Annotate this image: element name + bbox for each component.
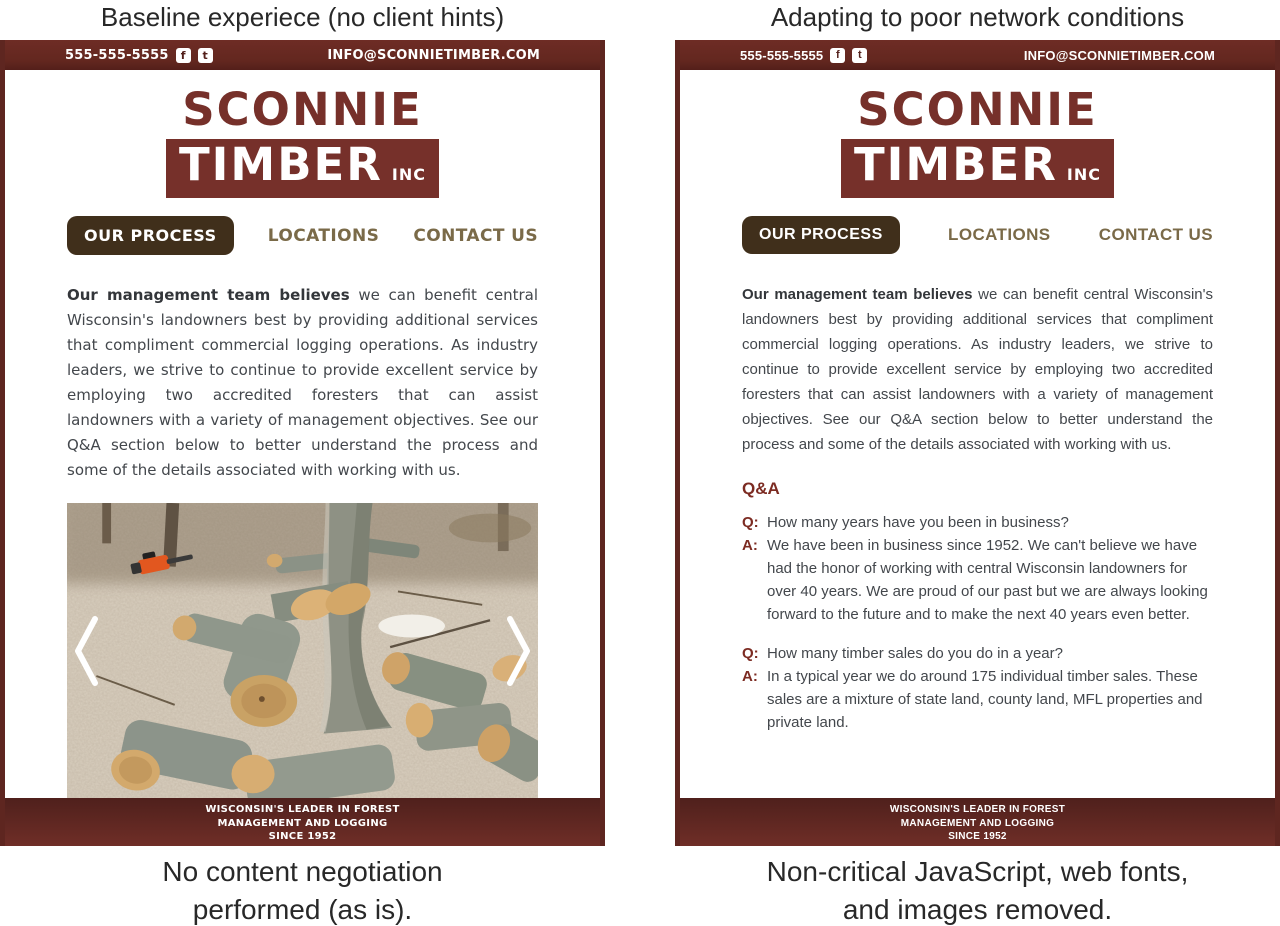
- answer-text: We have been in business since 1952. We can't believe we have had the honor of working with central Wisconsin landowners for over 40 years. We are proud of our past but we are always looking forward to the future and to make the next 40 years even better.: [767, 537, 1208, 623]
- qa-item: [742, 511, 1213, 626]
- left-figure-caption: [0, 853, 605, 926]
- caption-line: Non-critical JavaScript, web fonts,: [766, 856, 1189, 887]
- site-logo: [680, 84, 1275, 198]
- logo-wordmark-box: [166, 139, 439, 198]
- caption-line: performed (as is).: [192, 894, 413, 925]
- question-text: How many years have you been in business?: [767, 514, 1069, 531]
- twitter-icon[interactable]: t: [852, 48, 867, 63]
- left-figure-title: Baseline experiece (no client hints): [100, 2, 505, 32]
- question-row: [742, 642, 1213, 665]
- qa-heading: Q&A: [742, 479, 780, 498]
- logo-wordmark-top: SCONNIE: [182, 83, 423, 136]
- caption-line: No content negotiation: [162, 856, 443, 887]
- nav-our-process[interactable]: OUR PROCESS: [67, 216, 234, 255]
- question-row: [742, 511, 1213, 534]
- logo-wordmark-bottom: TIMBER: [853, 138, 1058, 191]
- footer-line: SINCE 1952: [268, 831, 337, 842]
- site-footer: [680, 798, 1275, 846]
- site-topbar: [5, 40, 600, 70]
- answer-text: In a typical year we do around 175 individual timber sales. These sales are a mixture of state land, county land, MFL properties and private land.: [767, 668, 1203, 731]
- answer-row: [742, 665, 1213, 734]
- footer-line: MANAGEMENT AND LOGGING: [900, 817, 1055, 829]
- site-footer: [5, 798, 600, 846]
- right-screenshot-panel: [675, 40, 1280, 846]
- intro-lead: Our management team believes: [742, 286, 973, 303]
- question-label: Q:: [742, 514, 759, 531]
- intro-body: we can benefit central Wisconsin's landowners best by providing additional services that compliment commercial logging operations. As industry leaders, we strive to continue to provide excellent service by employing two accredited foresters that can assist landowners with a variety of management objectives. See our Q&A section below to better understand the process and some of the details associated with working with us.: [67, 286, 538, 479]
- logo-wordmark-box: [841, 139, 1114, 198]
- answer-row: [742, 534, 1213, 626]
- nav-locations[interactable]: LOCATIONS: [267, 225, 380, 246]
- carousel-next-button[interactable]: [506, 613, 532, 689]
- nav-contact-us[interactable]: CONTACT US: [413, 225, 538, 246]
- main-nav: [67, 216, 538, 255]
- nav-our-process[interactable]: OUR PROCESS: [742, 216, 900, 254]
- email-link[interactable]: INFO@SCONNIETIMBER.COM: [327, 47, 540, 63]
- main-nav: [742, 216, 1213, 254]
- question-label: Q:: [742, 645, 759, 662]
- right-figure-title: Adapting to poor network conditions: [770, 2, 1185, 32]
- email-link[interactable]: INFO@SCONNIETIMBER.COM: [1023, 47, 1215, 63]
- facebook-icon[interactable]: f: [176, 48, 191, 63]
- logo-suffix: INC: [391, 165, 426, 184]
- footer-line: MANAGEMENT AND LOGGING: [217, 817, 388, 829]
- carousel-prev-button[interactable]: [73, 613, 99, 689]
- footer-line: WISCONSIN'S LEADER IN FOREST: [205, 804, 400, 815]
- logo-wordmark-bottom: TIMBER: [178, 138, 383, 191]
- left-screenshot-panel: [0, 40, 605, 846]
- facebook-icon[interactable]: f: [830, 48, 845, 63]
- topbar-contact-group: [740, 48, 867, 63]
- topbar-contact-group: [65, 48, 213, 63]
- intro-lead: Our management team believes: [67, 286, 350, 304]
- logo-suffix: INC: [1066, 165, 1101, 184]
- intro-body: we can benefit central Wisconsin's landowners best by providing additional services that compliment commercial logging operations. As industry leaders, we strive to continue to provide excellent service by employing two accredited foresters that can assist landowners with a variety of management objectives. See our Q&A section below to better understand the process and some of the details associated with working with us.: [742, 286, 1213, 453]
- intro-paragraph: [67, 283, 538, 483]
- answer-label: A:: [742, 668, 758, 685]
- site-logo: [5, 84, 600, 198]
- answer-label: A:: [742, 537, 758, 554]
- qa-item: [742, 642, 1213, 734]
- site-frame: [0, 40, 605, 846]
- right-figure-caption: [675, 853, 1280, 926]
- intro-paragraph: [742, 282, 1213, 457]
- chevron-left-icon: [78, 619, 95, 683]
- qa-section: [742, 479, 1213, 734]
- site-frame: [675, 40, 1280, 846]
- caption-line: and images removed.: [842, 894, 1113, 925]
- logo-wordmark-top: SCONNIE: [857, 83, 1098, 136]
- phone-number: 555-555-5555: [65, 47, 169, 63]
- footer-line: SINCE 1952: [948, 831, 1007, 842]
- chevron-right-icon: [510, 619, 527, 683]
- nav-contact-us[interactable]: CONTACT US: [1098, 225, 1213, 244]
- footer-line: WISCONSIN'S LEADER IN FOREST: [889, 804, 1066, 815]
- timber-logs-photo: [67, 503, 538, 798]
- nav-locations[interactable]: LOCATIONS: [948, 225, 1051, 244]
- photo-carousel: [67, 503, 538, 798]
- site-topbar: [680, 40, 1275, 70]
- question-text: How many timber sales do you do in a year?: [767, 645, 1063, 662]
- twitter-icon[interactable]: t: [198, 48, 213, 63]
- phone-number: 555-555-5555: [740, 47, 824, 63]
